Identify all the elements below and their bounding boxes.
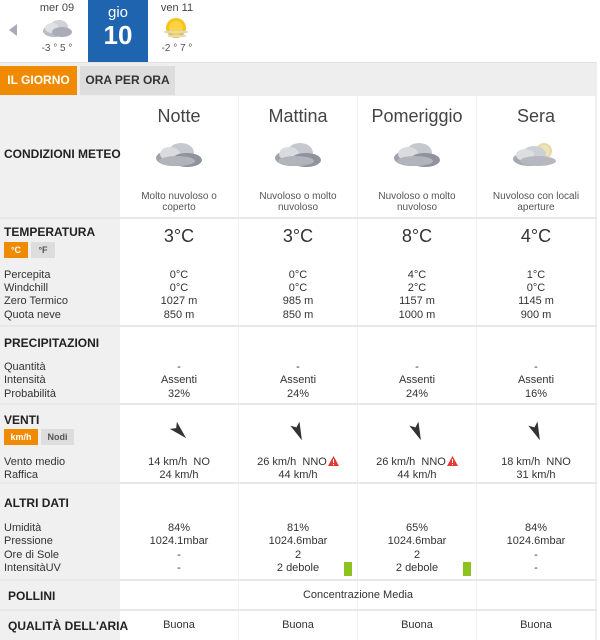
period-name: Pomeriggio bbox=[371, 106, 463, 126]
divider bbox=[0, 609, 597, 611]
gust-value: 24 km/h bbox=[159, 469, 199, 481]
temperature-value: 8°C bbox=[401, 226, 433, 246]
perceived-value: 0°C bbox=[288, 269, 308, 281]
label-humidity: Umidità bbox=[4, 522, 42, 534]
knots-toggle[interactable]: Nodi bbox=[41, 429, 74, 445]
pressure-value: 1024.6mbar bbox=[268, 535, 328, 547]
freezing-level-value: 1157 m bbox=[399, 295, 435, 307]
fahrenheit-toggle[interactable]: °F bbox=[31, 242, 55, 258]
partly-cloudy-moon-icon bbox=[477, 140, 595, 170]
label-gust: Raffica bbox=[4, 469, 39, 481]
quantity-value: - bbox=[296, 361, 300, 373]
uv-value: 2 debole bbox=[276, 562, 320, 574]
uv-value: - bbox=[534, 562, 538, 574]
humidity-value: 84% bbox=[167, 522, 191, 534]
gust-value: 31 km/h bbox=[516, 469, 556, 481]
period-name: Mattina bbox=[268, 106, 328, 126]
divider bbox=[0, 579, 597, 581]
prev-day-arrow-icon[interactable] bbox=[9, 24, 17, 36]
condition-description: Nuvoloso con locali aperture bbox=[492, 191, 580, 213]
day-name: ven 11 bbox=[160, 2, 194, 14]
humidity-value: 81% bbox=[286, 522, 310, 534]
air-quality-value: Buona bbox=[520, 619, 552, 631]
period-name: Sera bbox=[516, 106, 556, 126]
gust-value: 44 km/h bbox=[397, 469, 437, 481]
section-air-title: QUALITÀ DELL'ARIA bbox=[8, 619, 129, 633]
pollen-value: Concentrazione Media bbox=[302, 589, 414, 601]
temperature-value: 3°C bbox=[163, 226, 195, 246]
uv-level-bar bbox=[344, 562, 352, 576]
wind-direction-icon bbox=[239, 418, 357, 444]
perceived-value: 4°C bbox=[407, 269, 427, 281]
cloudy-icon bbox=[358, 140, 476, 170]
day-item-thu[interactable] bbox=[88, 0, 148, 62]
tab-day[interactable]: IL GIORNO bbox=[0, 66, 77, 95]
warning-icon bbox=[447, 456, 458, 466]
perceived-value: 1°C bbox=[526, 269, 546, 281]
windchill-value: 0°C bbox=[288, 282, 308, 294]
cloudy-icon bbox=[40, 16, 74, 40]
warning-icon bbox=[328, 456, 339, 466]
uv-value: 2 debole bbox=[395, 562, 439, 574]
sun-haze-icon bbox=[160, 16, 194, 40]
day-item-fri[interactable] bbox=[147, 0, 207, 62]
label-sun-hours: Ore di Sole bbox=[4, 549, 60, 561]
pressure-value: 1024.6mbar bbox=[506, 535, 566, 547]
day-name: gio bbox=[107, 4, 129, 21]
mean-wind-value bbox=[239, 456, 357, 470]
sun-hours-value: - bbox=[534, 549, 538, 561]
windchill-value: 2°C bbox=[407, 282, 427, 294]
humidity-value: 84% bbox=[524, 522, 548, 534]
divider bbox=[0, 403, 597, 405]
cloudy-icon bbox=[239, 140, 357, 170]
wind-dir: NNO bbox=[546, 456, 571, 468]
view-tabs bbox=[0, 62, 597, 96]
section-conditions-title: CONDIZIONI METEO bbox=[4, 147, 121, 161]
probability-value: 16% bbox=[524, 388, 548, 400]
tab-hourly[interactable]: ORA PER ORA bbox=[80, 66, 175, 95]
quantity-value: - bbox=[534, 361, 538, 373]
windchill-value: 0°C bbox=[526, 282, 546, 294]
celsius-toggle[interactable]: °C bbox=[4, 242, 28, 258]
perceived-value: 0°C bbox=[169, 269, 189, 281]
probability-value: 24% bbox=[405, 388, 429, 400]
temperature-value: 3°C bbox=[282, 226, 314, 246]
freezing-level-value: 985 m bbox=[282, 295, 314, 307]
pressure-value: 1024.6mbar bbox=[387, 535, 447, 547]
label-mean-wind: Vento medio bbox=[4, 456, 66, 468]
wind-dir: NNO bbox=[302, 456, 327, 468]
section-temperature-title: TEMPERATURA bbox=[4, 225, 96, 239]
day-strip bbox=[0, 0, 600, 62]
label-intensity: Intensità bbox=[4, 374, 46, 386]
humidity-value: 65% bbox=[405, 522, 429, 534]
day-name: mer 09 bbox=[39, 2, 75, 14]
section-pollen-title: POLLINI bbox=[8, 589, 56, 603]
label-probability: Probabilità bbox=[4, 388, 56, 400]
day-temps: -3 ° 5 ° bbox=[41, 43, 73, 54]
freezing-level-value: 1145 m bbox=[518, 295, 554, 307]
mean-wind-value bbox=[477, 456, 595, 470]
wind-direction-icon bbox=[477, 418, 595, 444]
day-number: 10 bbox=[103, 20, 133, 50]
label-pressure: Pressione bbox=[4, 535, 53, 547]
label-snow-level: Quota neve bbox=[4, 309, 61, 321]
day-temps: -2 ° 7 ° bbox=[161, 43, 193, 54]
snow-level-value: 850 m bbox=[282, 309, 314, 321]
air-quality-value: Buona bbox=[401, 619, 433, 631]
condition-description: Molto nuvoloso o coperto bbox=[141, 191, 217, 213]
mean-wind-value bbox=[358, 456, 476, 470]
wind-speed: 18 km/h bbox=[501, 456, 541, 468]
wind-speed: 14 km/h bbox=[148, 456, 188, 468]
intensity-value: Assenti bbox=[398, 374, 436, 386]
intensity-value: Assenti bbox=[279, 374, 317, 386]
windchill-value: 0°C bbox=[169, 282, 189, 294]
sun-hours-value: 2 bbox=[413, 549, 421, 561]
sun-hours-value: 2 bbox=[294, 549, 302, 561]
divider bbox=[0, 325, 597, 327]
wind-direction-icon bbox=[358, 418, 476, 444]
label-windchill: Windchill bbox=[4, 282, 49, 294]
snow-level-value: 1000 m bbox=[398, 309, 436, 321]
uv-level-bar bbox=[463, 562, 471, 576]
day-item-wed[interactable] bbox=[27, 0, 87, 62]
temperature-value: 4°C bbox=[520, 226, 552, 246]
snow-level-value: 900 m bbox=[520, 309, 552, 321]
section-other-title: ALTRI DATI bbox=[4, 496, 69, 510]
air-quality-value: Buona bbox=[163, 619, 195, 631]
sun-hours-value: - bbox=[177, 549, 181, 561]
wind-speed: 26 km/h bbox=[257, 456, 297, 468]
cloudy-icon bbox=[120, 140, 238, 170]
kmh-toggle[interactable]: km/h bbox=[4, 429, 38, 445]
mean-wind-value bbox=[120, 456, 238, 470]
probability-value: 32% bbox=[167, 388, 191, 400]
uv-value: - bbox=[177, 562, 181, 574]
section-precipitation-title: PRECIPITAZIONI bbox=[4, 336, 100, 350]
gust-value: 44 km/h bbox=[278, 469, 318, 481]
wind-dir: NNO bbox=[421, 456, 446, 468]
quantity-value: - bbox=[415, 361, 419, 373]
wind-direction-icon bbox=[120, 418, 238, 444]
section-wind-title: VENTI bbox=[4, 413, 40, 427]
divider bbox=[0, 217, 597, 219]
air-quality-value: Buona bbox=[282, 619, 314, 631]
period-name: Notte bbox=[157, 106, 201, 126]
probability-value: 24% bbox=[286, 388, 310, 400]
wind-dir: NO bbox=[193, 456, 210, 468]
label-quantity: Quantità bbox=[4, 361, 46, 373]
label-uv-index: IntensitàUV bbox=[4, 562, 61, 574]
forecast-grid bbox=[0, 96, 597, 640]
pressure-value: 1024.1mbar bbox=[149, 535, 209, 547]
label-freezing-level: Zero Termico bbox=[4, 295, 68, 307]
quantity-value: - bbox=[177, 361, 181, 373]
condition-description: Nuvoloso o molto nuvoloso bbox=[378, 191, 456, 213]
intensity-value: Assenti bbox=[517, 374, 555, 386]
condition-description: Nuvoloso o molto nuvoloso bbox=[259, 191, 337, 213]
intensity-value: Assenti bbox=[160, 374, 198, 386]
snow-level-value: 850 m bbox=[163, 309, 195, 321]
label-perceived: Percepita bbox=[4, 269, 51, 281]
freezing-level-value: 1027 m bbox=[160, 295, 198, 307]
wind-speed: 26 km/h bbox=[376, 456, 416, 468]
